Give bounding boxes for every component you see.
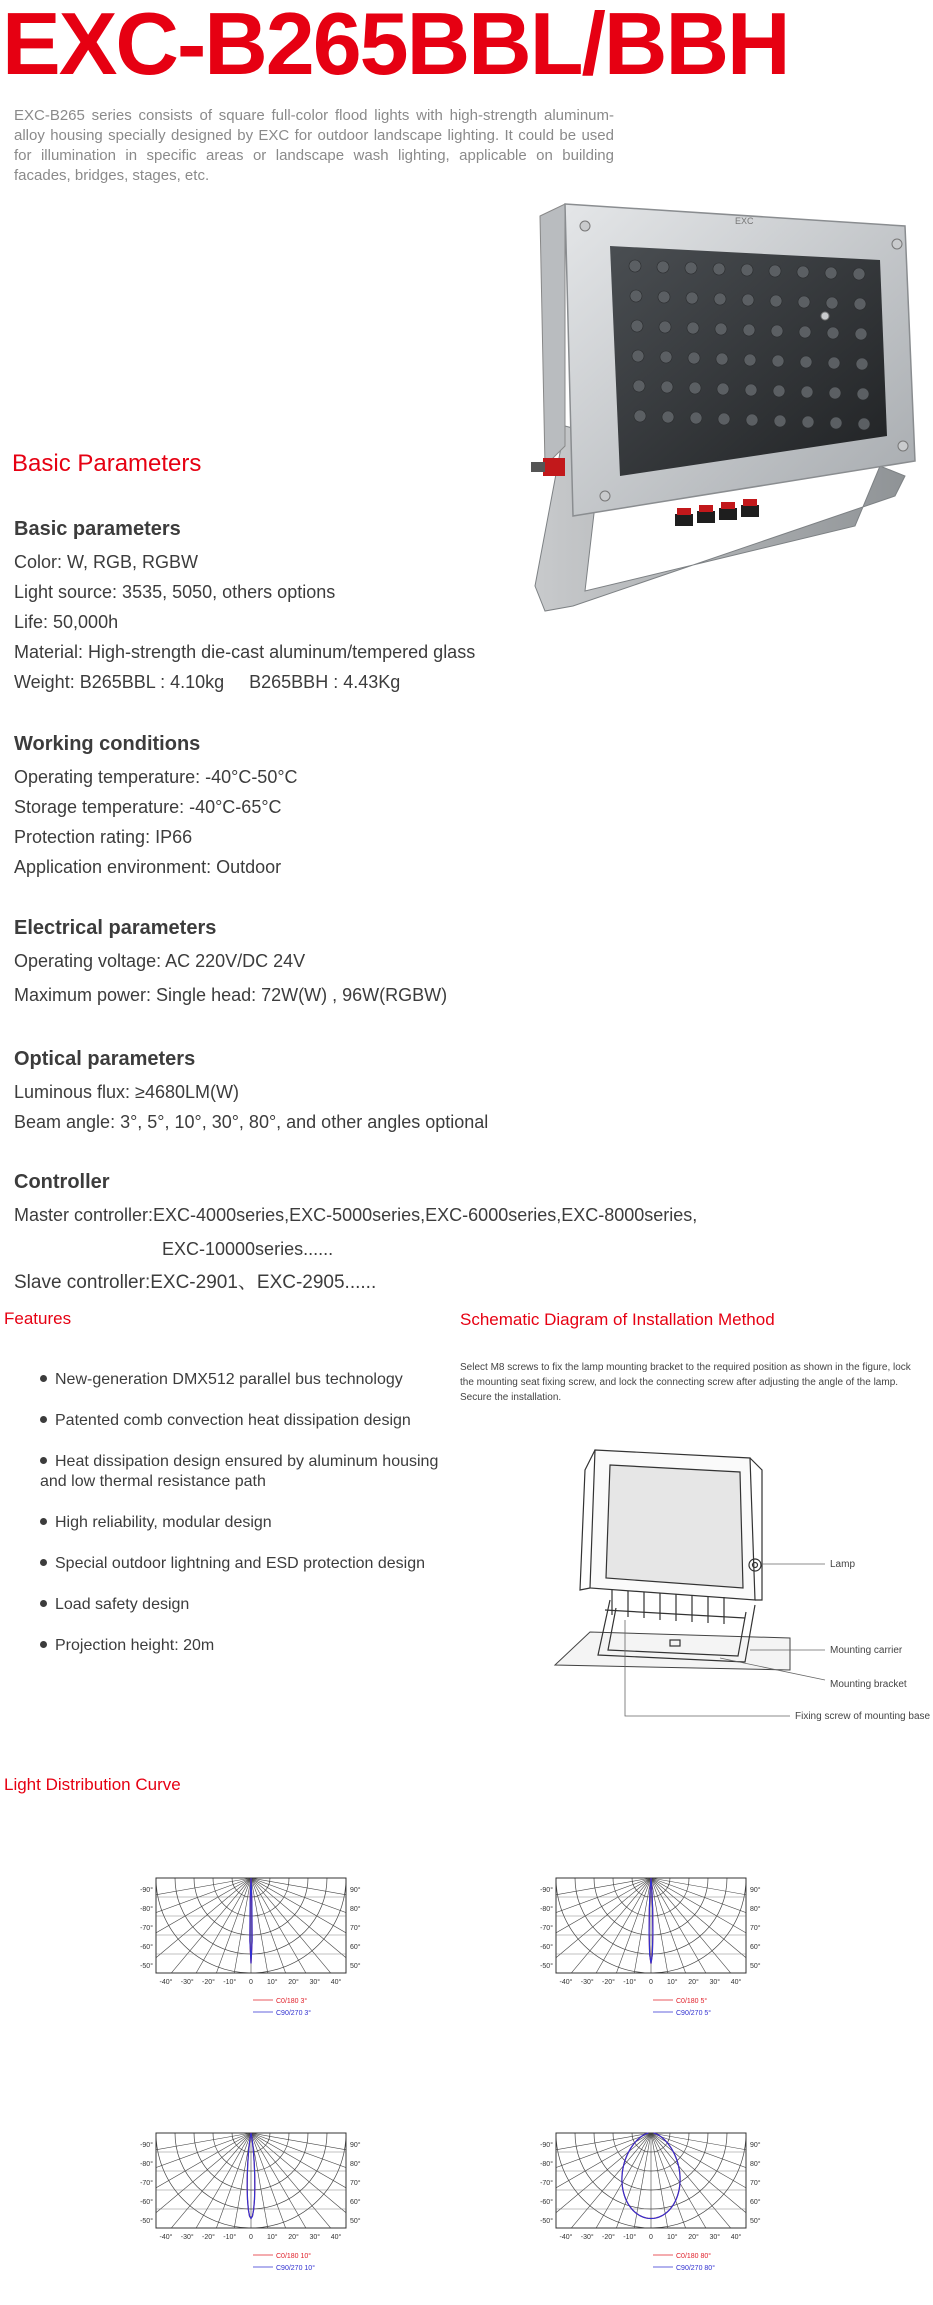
param-line: Master controller:EXC-4000series,EXC-5000series,EXC-6000series,EXC-8000series, — [14, 1205, 698, 1225]
polar-tick-right: 50° — [350, 2218, 361, 2225]
param-line: Protection rating: IP66 — [14, 827, 193, 847]
polar-tick-left: -60° — [140, 1944, 153, 1951]
feature-item — [40, 1370, 460, 1390]
polar-tick-right: 60° — [750, 2199, 761, 2206]
polar-tick-bottom: 0 — [249, 1979, 253, 1986]
polar-tick-bottom: -40° — [559, 2234, 573, 2241]
product-image — [525, 196, 930, 621]
polar-tick-bottom: -10° — [623, 1979, 637, 1986]
feature-item — [40, 1513, 460, 1533]
polar-tick-bottom: 10° — [266, 1979, 278, 1986]
legend-c90: C90/270 3° — [276, 2010, 312, 2017]
product-title: EXC-B265BBL/BBH — [2, 0, 789, 93]
param-line: Maximum power: Single head: 72W(W) , 96W(RGBW) — [14, 985, 448, 1005]
param-line: Material: High-strength die-cast aluminum/tempered glass — [14, 642, 476, 662]
param-block-basic — [14, 513, 475, 697]
polar-tick-left: -50° — [540, 1963, 553, 1970]
polar-chart-10deg — [136, 2125, 366, 2305]
polar-tick-right: 50° — [750, 1963, 761, 1970]
polar-tick-bottom: 40° — [330, 2234, 342, 2241]
polar-tick-left: -80° — [140, 1906, 153, 1913]
param-title: Working conditions — [14, 733, 201, 755]
param-line: Life: 50,000h — [14, 612, 119, 632]
polar-tick-left: -60° — [140, 2199, 153, 2206]
feature-text: Load safety design — [55, 1596, 190, 1613]
param-line: Beam angle: 3°, 5°, 10°, 30°, 80°, and other angles optional — [14, 1112, 489, 1132]
bullet-icon — [40, 1600, 47, 1607]
feature-item — [40, 1411, 460, 1431]
polar-tick-bottom: -20° — [202, 1979, 215, 1986]
polar-tick-bottom: 0 — [249, 2234, 253, 2241]
param-line: Luminous flux: ≥4680LM(W) — [14, 1082, 239, 1102]
param-block-controller — [14, 1166, 697, 1298]
polar-chart-3deg — [136, 1870, 366, 2050]
polar-tick-left: -90° — [540, 1887, 553, 1894]
param-line: Light source: 3535, 5050, others options — [14, 582, 336, 602]
bullet-icon — [40, 1375, 47, 1382]
param-title: Basic parameters — [14, 518, 181, 540]
bullet-icon — [40, 1457, 47, 1464]
polar-tick-left: -80° — [140, 2161, 153, 2168]
param-line: Storage temperature: -40°C-65°C — [14, 797, 282, 817]
polar-tick-right: 70° — [350, 2180, 361, 2187]
polar-tick-bottom: 40° — [730, 1979, 742, 1986]
polar-tick-right: 60° — [750, 1944, 761, 1951]
feature-item — [40, 1452, 460, 1492]
polar-tick-bottom: -40° — [559, 1979, 573, 1986]
polar-tick-left: -90° — [140, 2142, 153, 2149]
product-intro: EXC-B265 series consists of square full-color flood lights with high-strength aluminum-alloy housing specially designed by EXC for outdoor landscape lighting. It could be used for illumination in specific areas or landscape wash lighting, applicable on building facades, bridges, stages, etc. — [14, 107, 614, 184]
polar-tick-right: 90° — [350, 2142, 361, 2149]
polar-tick-bottom: 10° — [266, 2234, 278, 2241]
legend-c90: C90/270 5° — [676, 2010, 712, 2017]
feature-text: New-generation DMX512 parallel bus technology — [55, 1371, 403, 1388]
polar-tick-bottom: 30° — [709, 1979, 721, 1986]
polar-tick-bottom: 10° — [666, 1979, 678, 1986]
param-block-optical — [14, 1043, 488, 1137]
polar-tick-bottom: 10° — [666, 2234, 678, 2241]
polar-svg — [136, 2125, 366, 2300]
param-line: EXC-10000series...... — [162, 1239, 334, 1259]
param-line: Slave controller:EXC-2901、EXC-2905...... — [14, 1272, 377, 1293]
param-block-electrical — [14, 912, 447, 1010]
polar-tick-right: 80° — [750, 1906, 761, 1913]
polar-tick-right: 50° — [750, 2218, 761, 2225]
polar-tick-right: 70° — [750, 1925, 761, 1932]
polar-tick-bottom: 30° — [309, 2234, 321, 2241]
polar-tick-right: 90° — [750, 1887, 761, 1894]
feature-text: Special outdoor lightning and ESD protection design — [55, 1555, 426, 1572]
polar-tick-bottom: 20° — [688, 2234, 699, 2241]
polar-svg — [136, 1870, 366, 2045]
polar-tick-bottom: 20° — [688, 1979, 699, 1986]
polar-tick-bottom: -40° — [159, 2234, 173, 2241]
installation-diagram — [550, 1440, 930, 1730]
product-logo: EXC — [735, 216, 754, 226]
label-lamp: Lamp — [830, 1559, 856, 1570]
features-list — [40, 1370, 460, 1677]
feature-text: High reliability, modular design — [55, 1514, 272, 1531]
polar-tick-bottom: 30° — [709, 2234, 721, 2241]
param-title: Electrical parameters — [14, 917, 217, 939]
polar-tick-left: -70° — [540, 2180, 553, 2187]
polar-tick-bottom: -40° — [159, 1979, 173, 1986]
features-heading: Features — [4, 1309, 72, 1328]
polar-tick-bottom: -10° — [623, 2234, 637, 2241]
legend-c0: C0/180 3° — [276, 1998, 308, 2005]
polar-tick-left: -60° — [540, 2199, 553, 2206]
feature-text: Patented comb convection heat dissipation design — [55, 1412, 411, 1429]
bullet-icon — [40, 1416, 47, 1423]
polar-tick-bottom: -30° — [180, 1979, 194, 1986]
polar-tick-bottom: -20° — [602, 2234, 615, 2241]
param-line: Application environment: Outdoor — [14, 857, 282, 877]
legend-c0: C0/180 80° — [676, 2253, 712, 2260]
polar-tick-right: 70° — [350, 1925, 361, 1932]
bullet-icon — [40, 1559, 47, 1566]
polar-chart-80deg — [536, 2125, 766, 2305]
polar-tick-bottom: -30° — [180, 2234, 194, 2241]
polar-tick-left: -50° — [540, 2218, 553, 2225]
polar-tick-left: -50° — [140, 2218, 153, 2225]
param-title: Controller — [14, 1171, 110, 1193]
polar-chart-5deg — [536, 1870, 766, 2050]
polar-tick-left: -80° — [540, 1906, 553, 1913]
feature-text: Heat dissipation design ensured by aluminum housing and low thermal resistance path — [40, 1453, 439, 1490]
legend-c90: C90/270 10° — [276, 2265, 315, 2272]
polar-tick-right: 90° — [750, 2142, 761, 2149]
schematic-description: Select M8 screws to fix the lamp mounting bracket to the required position as shown in the figure, lock the mounting seat fixing screw, and lock the connecting screw after adjusting the angle of the lamp. Secure the installation. — [460, 1362, 911, 1403]
param-line: Operating temperature: -40°C-50°C — [14, 767, 298, 787]
polar-tick-left: -50° — [140, 1963, 153, 1970]
polar-tick-bottom: 20° — [288, 1979, 299, 1986]
legend-c90: C90/270 80° — [676, 2265, 715, 2272]
polar-tick-bottom: 20° — [288, 2234, 299, 2241]
bullet-icon — [40, 1518, 47, 1525]
polar-tick-left: -70° — [540, 1925, 553, 1932]
param-line: Weight: B265BBL : 4.10kg B265BBH : 4.43Kg — [14, 672, 401, 692]
label-mounting-carrier: Mounting carrier — [830, 1645, 903, 1656]
polar-tick-bottom: -20° — [602, 1979, 615, 1986]
polar-tick-left: -90° — [140, 1887, 153, 1894]
polar-svg — [536, 2125, 766, 2300]
polar-tick-bottom: 30° — [309, 1979, 321, 1986]
polar-tick-left: -90° — [540, 2142, 553, 2149]
polar-tick-left: -80° — [540, 2161, 553, 2168]
param-title: Optical parameters — [14, 1048, 196, 1070]
basic-parameters-heading: Basic Parameters — [12, 450, 202, 477]
polar-svg — [536, 1870, 766, 2045]
polar-tick-bottom: 0 — [649, 1979, 653, 1986]
param-line: Color: W, RGB, RGBW — [14, 552, 199, 572]
feature-item — [40, 1636, 460, 1656]
feature-item — [40, 1595, 460, 1615]
bullet-icon — [40, 1641, 47, 1648]
label-mounting-bracket: Mounting bracket — [830, 1679, 907, 1690]
polar-tick-bottom: -10° — [223, 2234, 237, 2241]
polar-tick-left: -70° — [140, 1925, 153, 1932]
polar-tick-left: -70° — [140, 2180, 153, 2187]
param-line: Operating voltage: AC 220V/DC 24V — [14, 951, 306, 971]
polar-tick-right: 90° — [350, 1887, 361, 1894]
light-distribution-heading: Light Distribution Curve — [4, 1775, 181, 1794]
polar-tick-right: 60° — [350, 2199, 361, 2206]
polar-tick-right: 80° — [350, 1906, 361, 1913]
legend-c0: C0/180 10° — [276, 2253, 312, 2260]
polar-tick-bottom: 40° — [730, 2234, 742, 2241]
polar-tick-bottom: -30° — [580, 1979, 594, 1986]
polar-tick-right: 70° — [750, 2180, 761, 2187]
polar-tick-bottom: -20° — [202, 2234, 215, 2241]
polar-tick-left: -60° — [540, 1944, 553, 1951]
param-block-working — [14, 728, 298, 882]
feature-text: Projection height: 20m — [55, 1637, 215, 1654]
polar-tick-bottom: -30° — [580, 2234, 594, 2241]
polar-tick-bottom: 0 — [649, 2234, 653, 2241]
polar-tick-right: 60° — [350, 1944, 361, 1951]
legend-c0: C0/180 5° — [676, 1998, 708, 2005]
polar-tick-bottom: -10° — [223, 1979, 237, 1986]
polar-tick-right: 80° — [750, 2161, 761, 2168]
polar-tick-right: 50° — [350, 1963, 361, 1970]
polar-tick-bottom: 40° — [330, 1979, 342, 1986]
polar-tick-right: 80° — [350, 2161, 361, 2168]
label-fixing-screw: Fixing screw of mounting base — [795, 1711, 930, 1722]
schematic-heading: Schematic Diagram of Installation Method — [460, 1310, 775, 1329]
feature-item — [40, 1554, 460, 1574]
